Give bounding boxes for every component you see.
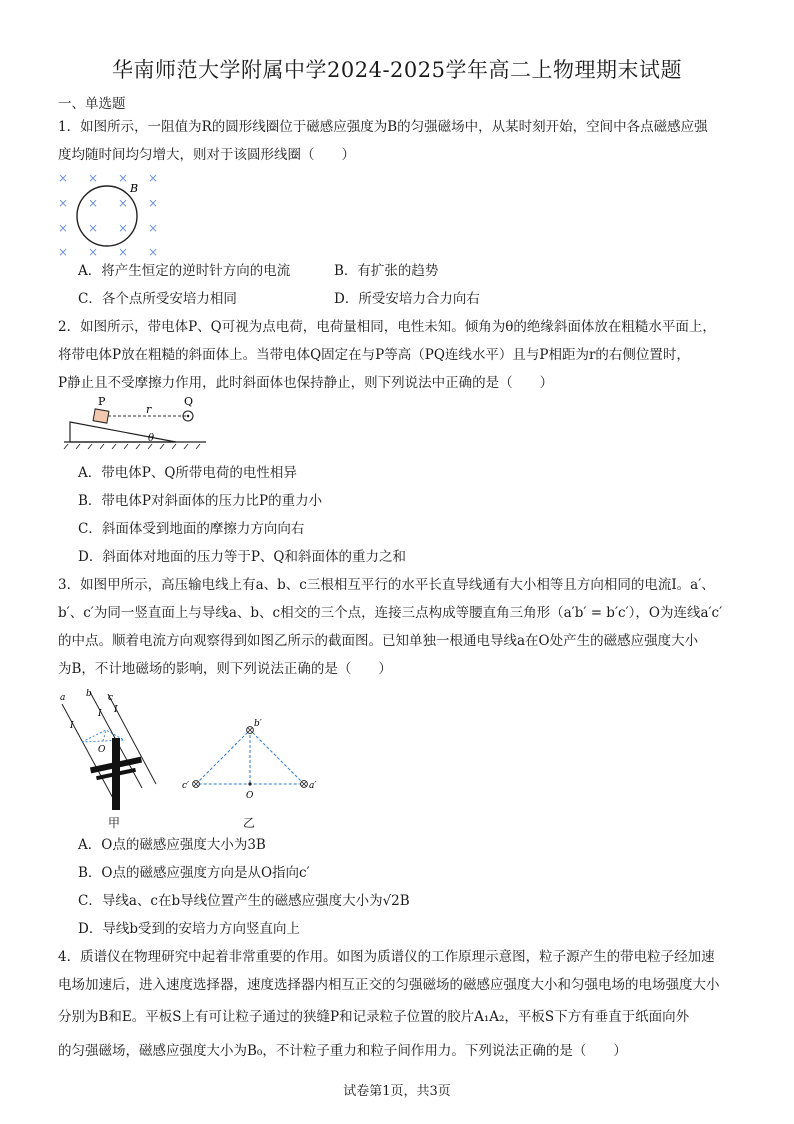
q2-incline-figure bbox=[60, 394, 210, 450]
field-label-b: B bbox=[130, 182, 139, 195]
q3-figure-yi bbox=[180, 712, 320, 806]
label-o-jia: O bbox=[98, 745, 106, 755]
q3-option-a[interactable]: A．O点的磁感应强度大小为3B bbox=[78, 837, 266, 853]
q1-stem-line-1: 1．如图所示，一阻值为R的圆形线圈位于磁感应强度为B的匀强磁场中，从某时刻开始，空间中各点磁感应强 bbox=[58, 119, 708, 135]
q3-option-d[interactable]: D．导线b受到的安培力方向竖直向上 bbox=[78, 921, 300, 937]
q1-magnetic-field-figure bbox=[52, 168, 164, 260]
q1-option-b[interactable]: B．有扩张的趋势 bbox=[334, 263, 439, 279]
q3-stem-line-2: b′、c′为同一竖直面上与导线a、b、c相交的三个点，连接三点构成等腰直角三角形（a′b′ = b′c′），O为连线a′c′ bbox=[58, 605, 723, 621]
q3-option-b[interactable]: B．O点的磁感应强度方向是从O指向c′ bbox=[78, 865, 310, 881]
page-footer: 试卷第1页，共3页 bbox=[343, 1084, 451, 1099]
svg-text:×: × bbox=[118, 221, 129, 235]
label-o-yi: O bbox=[246, 791, 254, 801]
label-current-b: I bbox=[98, 709, 102, 719]
svg-text:×: × bbox=[148, 196, 159, 210]
svg-text:×: × bbox=[88, 221, 99, 235]
figure-jia-caption: 甲 bbox=[108, 816, 121, 830]
page-title: 华南师范大学附属中学2024-2025学年高二上物理期末试题 bbox=[112, 58, 682, 82]
svg-text:×: × bbox=[118, 196, 129, 210]
q3-stem-line-1: 3．如图甲所示，高压输电线上有a、b、c三根相互平行的水平长直导线通有大小相等且方向相同的电流I。a′、 bbox=[58, 577, 715, 593]
q2-stem-line-3: P静止且不受摩擦力作用，此时斜面体也保持静止，则下列说法中正确的是（ ） bbox=[58, 375, 554, 391]
q1-option-d[interactable]: D．所受安培力合力向右 bbox=[334, 291, 480, 307]
svg-text:×: × bbox=[58, 196, 69, 210]
label-q: Q bbox=[184, 395, 194, 408]
svg-text:×: × bbox=[58, 221, 69, 235]
q4-stem-line-4: 的匀强磁场，磁感应强度大小为B₀，不计粒子重力和粒子间作用力。下列说法正确的是（ ） bbox=[58, 1043, 627, 1059]
svg-text:×: × bbox=[148, 221, 159, 235]
svg-text:×: × bbox=[88, 196, 99, 210]
svg-text:×: × bbox=[118, 171, 129, 185]
label-r: r bbox=[146, 403, 152, 416]
label-a-prime: a′ bbox=[309, 781, 317, 791]
incline-wedge bbox=[70, 422, 176, 442]
svg-text:×: × bbox=[88, 171, 99, 185]
q1-option-a[interactable]: A．将产生恒定的逆时针方向的电流 bbox=[78, 263, 291, 279]
label-p: P bbox=[98, 395, 106, 408]
label-wire-b: b bbox=[86, 689, 92, 699]
charge-p-block bbox=[93, 409, 109, 423]
svg-text:×: × bbox=[58, 171, 69, 185]
q2-stem-line-2: 将带电体P放在粗糙的斜面体上。当带电体Q固定在与P等高（PQ连线水平）且与P相距为r的右侧位置时， bbox=[58, 347, 690, 363]
q2-option-c[interactable]: C．斜面体受到地面的摩擦力方向向右 bbox=[78, 521, 305, 537]
label-current-c: I bbox=[114, 705, 118, 715]
q2-option-a[interactable]: A．带电体P、Q所带电荷的电性相异 bbox=[78, 465, 297, 481]
q4-stem-line-1: 4．质谱仪在物理研究中起着非常重要的作用。如图为质谱仪的工作原理示意图，粒子源产生的带电粒子经加速 bbox=[58, 949, 715, 965]
section-heading: 一、单选题 bbox=[58, 96, 126, 112]
q4-stem-line-3: 分别为B和E。平板S上有可让粒子通过的狭缝P和记录粒子位置的胶片A₁A₂，平板S下方有垂直于纸面向外 bbox=[58, 1009, 690, 1025]
q3-figure-jia bbox=[56, 688, 166, 812]
q3-option-c[interactable]: C．导线a、c在b导线位置产生的磁感应强度大小为√2B bbox=[78, 893, 410, 909]
label-b-prime: b′ bbox=[254, 719, 262, 729]
label-wire-a: a bbox=[60, 693, 66, 703]
q3-stem-line-3: 的中点。顺着电流方向观察得到如图乙所示的截面图。已知单独一根通电导线a在O处产生的磁感应强度大小 bbox=[58, 633, 699, 649]
label-current-a: I bbox=[70, 721, 74, 731]
q1-option-c[interactable]: C．各个点所受安培力相同 bbox=[78, 291, 237, 307]
q4-stem-line-2: 电场加速后，进入速度选择器，速度选择器内相互正交的匀强磁场的磁感应强度大小和匀强电场的电场强度大小 bbox=[58, 977, 720, 993]
svg-text:×: × bbox=[88, 245, 99, 259]
label-wire-c: c bbox=[108, 693, 114, 703]
figure-yi-caption: 乙 bbox=[243, 816, 256, 830]
coil-circle bbox=[77, 186, 137, 246]
label-c-prime: c′ bbox=[182, 781, 190, 791]
q1-stem-line-2: 度均随时间均匀增大，则对于该圆形线圈（ ） bbox=[58, 147, 355, 163]
svg-text:×: × bbox=[58, 245, 69, 259]
svg-text:×: × bbox=[148, 171, 159, 185]
svg-text:×: × bbox=[148, 245, 159, 259]
svg-text:×: × bbox=[118, 245, 129, 259]
q3-stem-line-4: 为B，不计地磁场的影响，则下列说法正确的是（ ） bbox=[58, 661, 392, 677]
q2-option-d[interactable]: D．斜面体对地面的压力等于P、Q和斜面体的重力之和 bbox=[78, 549, 406, 565]
q2-option-b[interactable]: B．带电体P对斜面体的压力比P的重力小 bbox=[78, 493, 323, 509]
label-theta: θ bbox=[148, 433, 155, 444]
q2-stem-line-1: 2．如图所示，带电体P、Q可视为点电荷，电荷量相同，电性未知。倾角为θ的绝缘斜面体放在粗糙水平面上， bbox=[58, 319, 716, 335]
